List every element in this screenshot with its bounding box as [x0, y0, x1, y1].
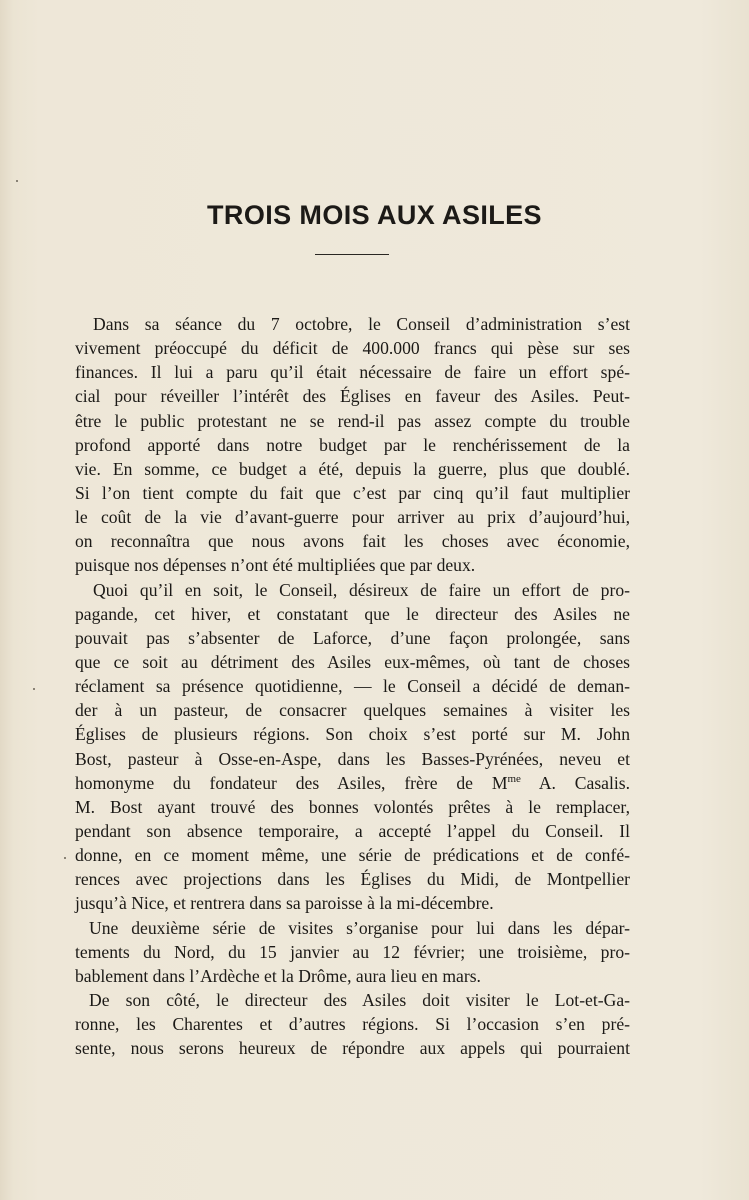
- text-line: Si l’on tient compte du fait que c’est par cinq qu’il faut multiplier: [75, 482, 630, 503]
- superscript: me: [507, 772, 521, 785]
- text-line: M. Bost ayant trouvé des bonnes volontés prêtes à le remplacer,: [75, 796, 630, 817]
- text-line: De son côté, le directeur des Asiles doit visiter le Lot-et-Ga-: [89, 989, 630, 1010]
- text-line: sente, nous serons heureux de répondre aux appels qui pourraient: [75, 1038, 630, 1059]
- paper-speck: [33, 688, 35, 690]
- text-line: Bost, pasteur à Osse-en-Aspe, dans les Basses-Pyrénées, neveu et: [75, 748, 630, 769]
- text-line: pouvait pas s’absenter de Laforce, d’une façon prolongée, sans: [75, 627, 630, 648]
- text-line: jusqu’à Nice, et rentrera dans sa paroisse à la mi-décembre.: [75, 893, 494, 914]
- text-line: ronne, les Charentes et d’autres régions. Si l’occasion s’en pré-: [75, 1014, 630, 1035]
- text-line: cial pour réveiller l’intérêt des Églises en faveur des Asiles. Peut-: [75, 386, 630, 407]
- text-line: tements du Nord, du 15 janvier au 12 février; une troisième, pro-: [75, 941, 630, 962]
- text-line: pagande, cet hiver, et constatant que le directeur des Asiles ne: [75, 603, 630, 624]
- text-fragment: homonyme du fondateur des Asiles, frère de M: [75, 772, 508, 793]
- text-line: on reconnaîtra que nous avons fait les choses avec économie,: [75, 531, 630, 552]
- text-line: vie. En somme, ce budget a été, depuis la guerre, plus que doublé.: [75, 458, 630, 479]
- text-line: pendant son absence temporaire, a accepté l’appel du Conseil. Il: [75, 820, 630, 841]
- text-line: le coût de la vie d’avant-guerre pour arriver au prix d’aujourd’hui,: [75, 507, 630, 528]
- text-line: profond apporté dans notre budget par le renchérissement de la: [75, 434, 630, 455]
- text-line: der à un pasteur, de consacrer quelques semaines à visiter les: [75, 700, 630, 721]
- page-title: TROIS MOIS AUX ASILES: [207, 200, 542, 230]
- article-body: [75, 312, 630, 1060]
- title-divider: [315, 254, 389, 255]
- text-line: que ce soit au détriment des Asiles eux-mêmes, où tant de choses: [75, 651, 630, 672]
- text-line: Quoi qu’il en soit, le Conseil, désireux de faire un effort de pro-: [93, 579, 630, 600]
- text-line: rences avec projections dans les Églises du Midi, de Montpellier: [75, 869, 630, 890]
- text-line: bablement dans l’Ardèche et la Drôme, aura lieu en mars.: [75, 965, 481, 986]
- paper-speck: [64, 857, 66, 859]
- text-line: puisque nos dépenses n’ont été multipliées que par deux.: [75, 555, 476, 576]
- text-line: Dans sa séance du 7 octobre, le Conseil d’administration s’est: [93, 314, 630, 334]
- text-line: Églises de plusieurs régions. Son choix s’est porté sur M. John: [75, 724, 630, 745]
- text-line: être le public protestant ne se rend-il pas assez compte du trouble: [75, 410, 630, 431]
- text-line: vivement préoccupé du déficit de 400.000 francs qui pèse sur ses: [75, 338, 630, 359]
- text-line: [75, 771, 630, 795]
- text-line: donne, en ce moment même, une série de prédications et de confé-: [75, 845, 630, 866]
- paper-speck: [16, 180, 18, 182]
- text-line: réclament sa présence quotidienne, — le Conseil a décidé de deman-: [75, 676, 630, 697]
- text-fragment: A. Casalis.: [520, 772, 631, 793]
- text-line: Une deuxième série de visites s’organise pour lui dans les dépar-: [89, 917, 630, 938]
- text-line: finances. Il lui a paru qu’il était nécessaire de faire un effort spé-: [75, 362, 630, 383]
